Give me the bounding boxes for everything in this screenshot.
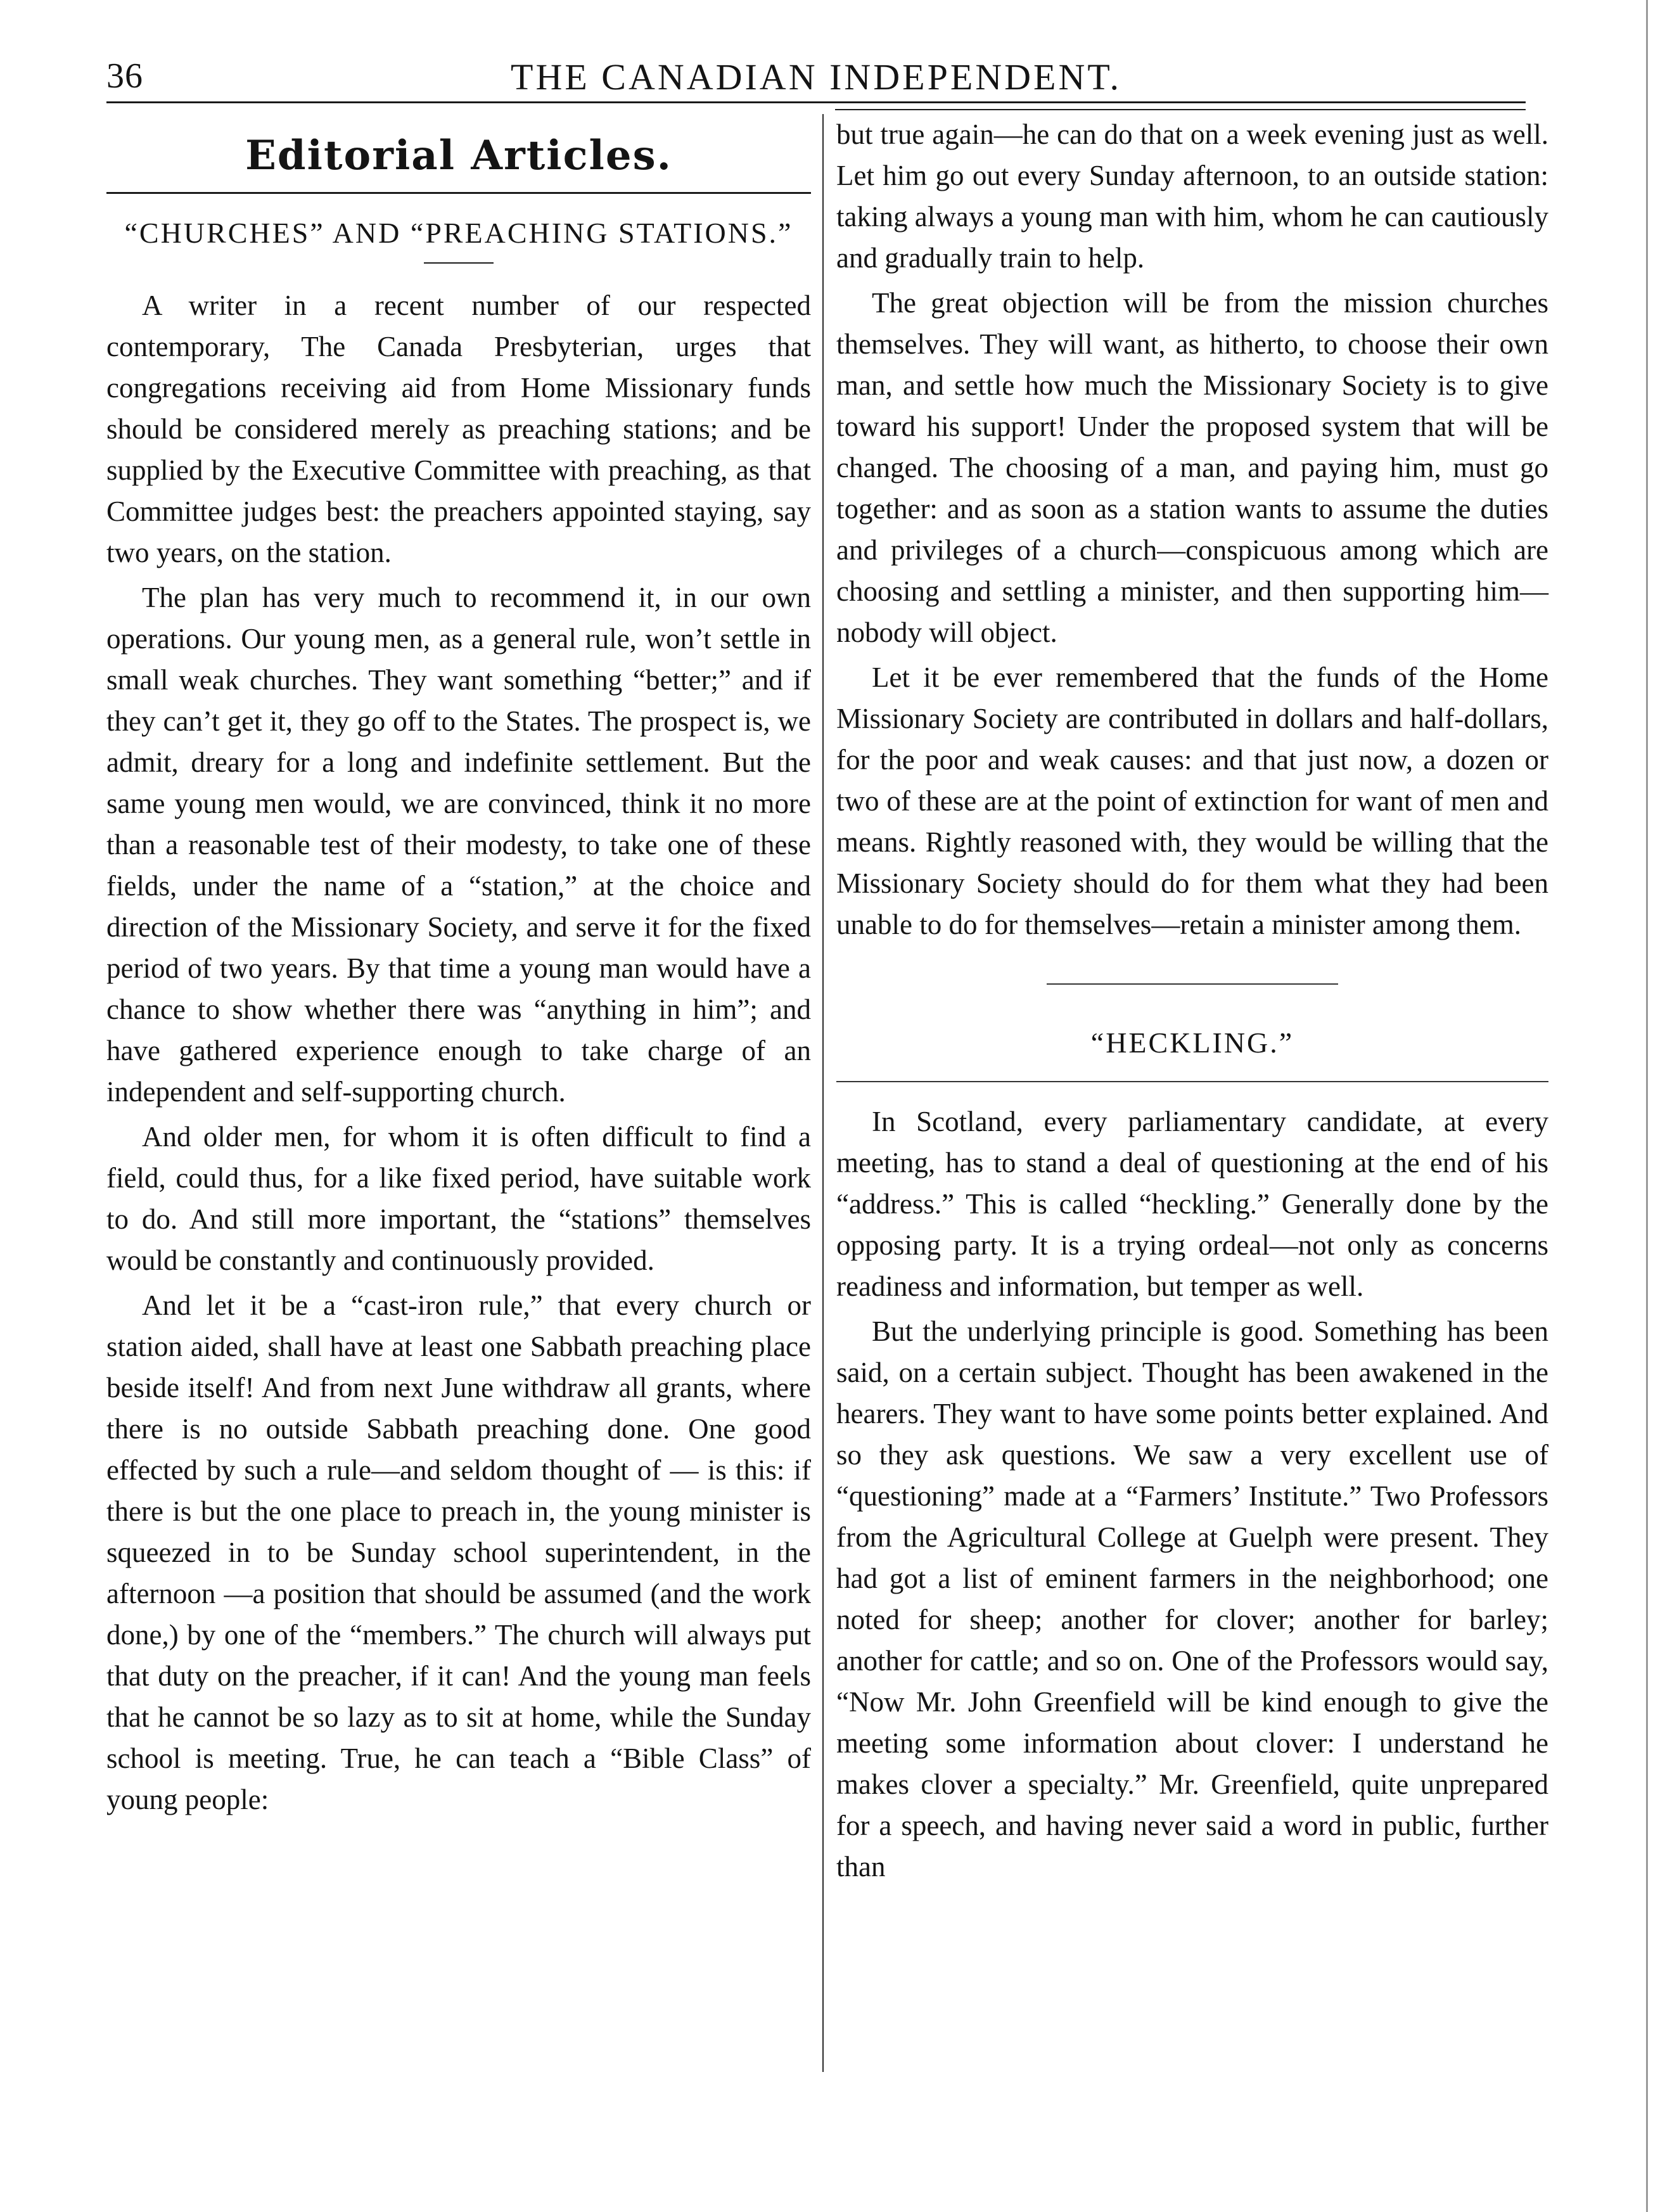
paragraph: Let it be ever remembered that the funds of the Home Missionary Society are contributed in dollars and half-dollars, for the poor and weak causes: and that just now, a dozen or two of these are at the point of extinction for want of men and means. Rightly reasoned with, they would be willing that the Missionary Society should do for them what they had been unable to do for themselves—retain a minister among them.	[836, 662, 1548, 940]
paragraph: And older men, for whom it is often difficult to find a field, could thus, for a like fixed period, have suitable work to do. And still more important, the “stations” themselves would be constantly and continuously provided.	[106, 1121, 811, 1276]
paragraph: A writer in a recent number of our respected contemporary, The Canada Presbyterian, urges that congregations receiving aid from Home Missionary funds should be considered merely as preaching stations; and be supplied by the Executive Committee with preaching, as that Committee judges best: the preachers appointed staying, say two years, on the station.	[106, 290, 811, 568]
article-separator	[1047, 983, 1338, 985]
title-rule	[424, 262, 494, 264]
column-divider	[822, 114, 824, 2072]
paragraph: The great objection will be from the mission churches themselves. They will want, as hitherto, to choose their own man, and settle how much the Missionary Society is to give toward his support! Under the proposed system that will be changed. The choosing of a man, and paying him, must go together: and as soon as a station wants to assume the duties and privileges of a church—conspicuous among which are choosing and settling a minister, and then supporting him—nobody will object.	[836, 287, 1548, 648]
header-rule	[106, 101, 1526, 103]
right-column	[836, 114, 1548, 1891]
article-title-churches: “CHURCHES” AND “PREACHING STATIONS.”	[124, 217, 793, 249]
section-heading: Editorial Articles.	[245, 132, 672, 179]
header-rule-secondary	[835, 109, 1526, 110]
page-edge-mark	[1646, 0, 1648, 2212]
paragraph: In Scotland, every parliamentary candidate, at every meeting, has to stand a deal of questioning at the end of his “address.” This is called “heckling.” Generally done by the opposing party. It is a trying ordeal—not only as concerns readiness and information, but temper as well.	[836, 1106, 1548, 1302]
left-column	[106, 114, 811, 1824]
article-title-heckling: “HECKLING.”	[1090, 1026, 1294, 1059]
paragraph: But the underlying principle is good. Something has been said, on a certain subject. Thought has been awakened in the hearers. They want to have some points better explained. And so they ask questions. We saw a very excellent use of “questioning” made at a “Farmers’ Institute.” Two Professors from the Agricultural College at Guelph were present. They had got a list of eminent farmers in the neighborhood; one noted for sheep; another for clover; another for barley; another for cattle; and so on. One of the Professors would say, “Now Mr. John Greenfield will be kind enough to give the meeting some information about clover: I understand he makes clover a specialty.” Mr. Greenfield, quite unprepared for a speech, and having never said a word in public, further than	[836, 1315, 1548, 1883]
paragraph: The plan has very much to recommend it, in our own operations. Our young men, as a general rule, won’t settle in small weak churches. They want something “better;” and if they can’t get it, they go off to the States. The prospect is, we admit, dreary for a long and indefinite settlement. But the same young men would, we are convinced, think it no more than a reasonable test of their modesty, to take one of these fields, under the name of a “station,” at the choice and direction of the Missionary Society, and serve it for the fixed period of two years. By that time a young man would have a chance to show whether there was “anything in him”; and have gathered experience enough to take charge of an independent and self-supporting church.	[106, 582, 811, 1108]
paragraph: And let it be a “cast-iron rule,” that every church or station aided, shall have at least one Sabbath preaching place beside itself! And from next June withdraw all grants, where there is no outside Sabbath preaching done. One good effected by such a rule—and seldom thought of — is this: if there is but the one place to preach in, the young minister is squeezed in to be Sunday school superintendent, in the afternoon —a position that should be assumed (and the work done,) by one of the “members.” The church will always put that duty on the preacher, if it can! And the young man feels that he cannot be so lazy as to sit at home, while the Sunday school is meeting. True, he can teach a “Bible Class” of young people:	[106, 1289, 811, 1815]
section-heading-rule	[106, 192, 811, 194]
paragraph-continued: but true again—he can do that on a week evening just as well. Let him go out every Sunday afternoon, to an outside station: taking always a young man with him, whom he can cautiously and gradually train to help.	[836, 118, 1548, 274]
title-rule	[836, 1081, 1548, 1082]
running-header	[106, 51, 1526, 101]
page-number: 36	[106, 56, 143, 96]
journal-title: THE CANADIAN INDEPENDENT.	[511, 56, 1121, 98]
